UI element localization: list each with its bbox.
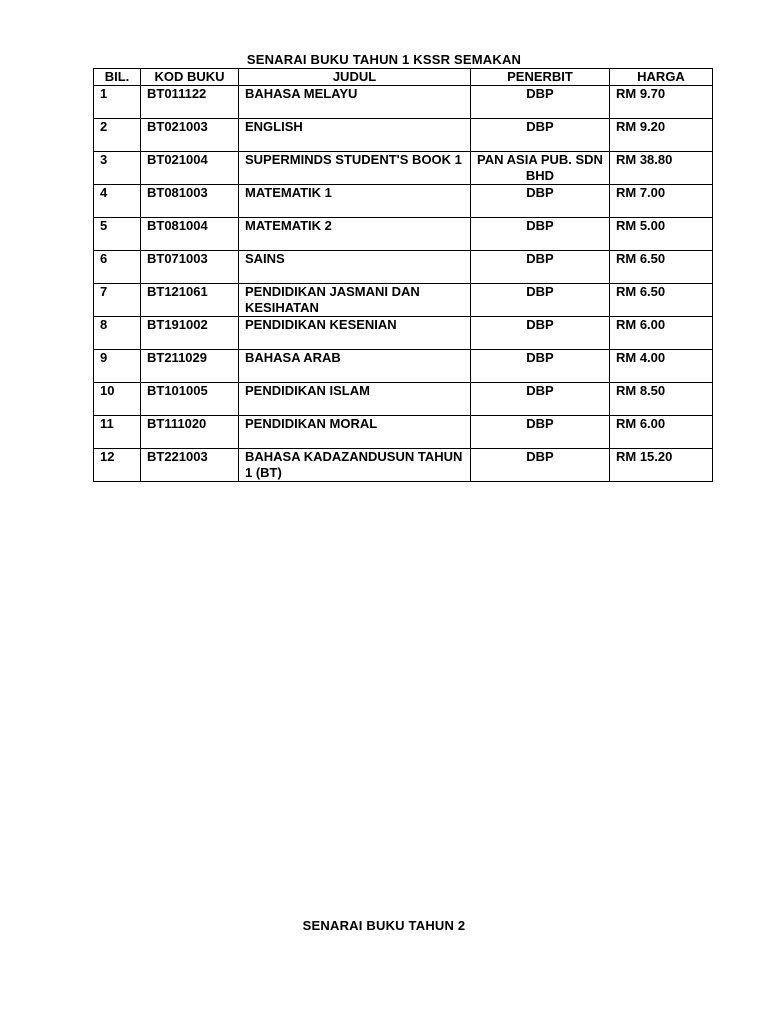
header-harga: HARGA (610, 69, 713, 86)
cell-judul: SAINS (239, 251, 471, 284)
cell-bil: 8 (94, 317, 141, 350)
cell-judul: BAHASA KADAZANDUSUN TAHUN 1 (BT) (239, 449, 471, 482)
table-row (94, 284, 713, 317)
cell-bil: 10 (94, 383, 141, 416)
cell-penerbit: DBP (471, 317, 610, 350)
table-row (94, 185, 713, 218)
cell-harga: RM 15.20 (610, 449, 713, 482)
cell-bil: 7 (94, 284, 141, 317)
cell-penerbit: DBP (471, 185, 610, 218)
cell-penerbit: DBP (471, 86, 610, 119)
cell-harga: RM 9.20 (610, 119, 713, 152)
cell-penerbit: DBP (471, 416, 610, 449)
cell-bil: 3 (94, 152, 141, 185)
table-row (94, 317, 713, 350)
cell-bil: 6 (94, 251, 141, 284)
header-penerbit: PENERBIT (471, 69, 610, 86)
cell-bil: 1 (94, 86, 141, 119)
header-bil: BIL. (94, 69, 141, 86)
cell-kod-buku: BT191002 (141, 317, 239, 350)
cell-kod-buku: BT101005 (141, 383, 239, 416)
cell-judul: PENDIDIKAN ISLAM (239, 383, 471, 416)
cell-judul: PENDIDIKAN KESENIAN (239, 317, 471, 350)
cell-bil: 5 (94, 218, 141, 251)
cell-penerbit: DBP (471, 119, 610, 152)
cell-harga: RM 38.80 (610, 152, 713, 185)
cell-judul: SUPERMINDS STUDENT'S BOOK 1 (239, 152, 471, 185)
cell-kod-buku: BT081004 (141, 218, 239, 251)
cell-kod-buku: BT121061 (141, 284, 239, 317)
cell-penerbit: DBP (471, 284, 610, 317)
table-row (94, 86, 713, 119)
cell-bil: 12 (94, 449, 141, 482)
cell-judul: BAHASA MELAYU (239, 86, 471, 119)
cell-kod-buku: BT071003 (141, 251, 239, 284)
cell-bil: 4 (94, 185, 141, 218)
cell-penerbit: DBP (471, 218, 610, 251)
cell-penerbit: DBP (471, 383, 610, 416)
header-kod-buku: KOD BUKU (141, 69, 239, 86)
cell-kod-buku: BT021003 (141, 119, 239, 152)
table-row (94, 251, 713, 284)
cell-kod-buku: BT011122 (141, 86, 239, 119)
cell-kod-buku: BT021004 (141, 152, 239, 185)
table-row (94, 350, 713, 383)
cell-harga: RM 6.50 (610, 284, 713, 317)
cell-judul: MATEMATIK 2 (239, 218, 471, 251)
table-row (94, 152, 713, 185)
cell-judul: MATEMATIK 1 (239, 185, 471, 218)
cell-kod-buku: BT111020 (141, 416, 239, 449)
cell-bil: 11 (94, 416, 141, 449)
cell-judul: PENDIDIKAN JASMANI DAN KESIHATAN (239, 284, 471, 317)
cell-judul: BAHASA ARAB (239, 350, 471, 383)
cell-harga: RM 8.50 (610, 383, 713, 416)
cell-harga: RM 6.50 (610, 251, 713, 284)
cell-judul: PENDIDIKAN MORAL (239, 416, 471, 449)
document-title: SENARAI BUKU TAHUN 1 KSSR SEMAKAN (246, 52, 522, 67)
cell-kod-buku: BT081003 (141, 185, 239, 218)
cell-penerbit: DBP (471, 251, 610, 284)
cell-bil: 2 (94, 119, 141, 152)
cell-harga: RM 4.00 (610, 350, 713, 383)
cell-bil: 9 (94, 350, 141, 383)
cell-harga: RM 7.00 (610, 185, 713, 218)
table-row (94, 383, 713, 416)
cell-kod-buku: BT221003 (141, 449, 239, 482)
table-header-row (94, 69, 713, 86)
section-title-tahun-2: SENARAI BUKU TAHUN 2 (302, 918, 466, 933)
cell-penerbit: DBP (471, 449, 610, 482)
cell-penerbit: PAN ASIA PUB. SDN BHD (471, 152, 610, 185)
cell-kod-buku: BT211029 (141, 350, 239, 383)
cell-harga: RM 9.70 (610, 86, 713, 119)
book-list-table (93, 68, 713, 482)
cell-harga: RM 6.00 (610, 317, 713, 350)
cell-harga: RM 5.00 (610, 218, 713, 251)
table-row (94, 416, 713, 449)
cell-harga: RM 6.00 (610, 416, 713, 449)
table-row (94, 449, 713, 482)
cell-penerbit: DBP (471, 350, 610, 383)
table-row (94, 218, 713, 251)
header-judul: JUDUL (239, 69, 471, 86)
cell-judul: ENGLISH (239, 119, 471, 152)
table-row (94, 119, 713, 152)
